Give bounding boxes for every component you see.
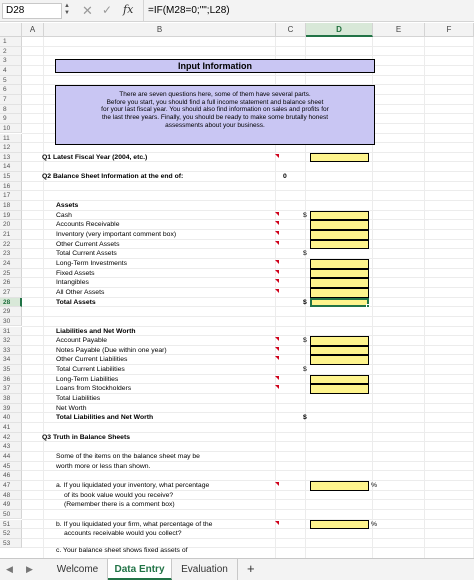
comment-indicator-icon[interactable] — [275, 289, 279, 293]
line-item-label: Total Liabilities — [56, 395, 101, 403]
column-header-b[interactable]: B — [44, 23, 276, 37]
prev-sheet-icon[interactable]: ◀ — [6, 564, 13, 574]
line-item-label: Total Current Liabilities — [56, 366, 125, 374]
column-header-c[interactable]: C — [276, 23, 306, 37]
q2-year-value: 0 — [283, 173, 287, 181]
sheet-tab-bar — [0, 558, 474, 580]
liability-input[interactable] — [310, 384, 369, 394]
section-heading: Assets — [56, 202, 79, 210]
row-header[interactable]: 11 — [0, 134, 22, 144]
row-header[interactable]: 53 — [0, 539, 22, 549]
fill-handle[interactable] — [366, 304, 370, 308]
intro-line: for your last fiscal year. You should also find information on sales and profits for — [101, 106, 329, 114]
row-header[interactable]: 15 — [0, 172, 22, 182]
line-item-label: Fixed Assets — [56, 269, 95, 277]
line-item-label: Total Current Assets — [56, 250, 117, 258]
intro-line: the last three years. Finally, you should be ready to make some brutally honest — [101, 114, 329, 122]
next-sheet-icon[interactable]: ▶ — [26, 564, 33, 574]
percent-symbol: % — [371, 481, 378, 489]
question-text: of its book value would you receive? — [64, 491, 174, 499]
comment-indicator-icon[interactable] — [275, 347, 279, 351]
row-header[interactable]: 32 — [0, 336, 22, 346]
tab-evaluation[interactable]: Evaluation — [172, 559, 238, 580]
row-header[interactable]: 4 — [0, 66, 22, 76]
check-icon[interactable]: ✓ — [102, 3, 113, 17]
row-header[interactable]: 10 — [0, 124, 22, 134]
name-box[interactable]: D28 — [2, 3, 62, 19]
intro-line: Before you start, you should find a full income statement and balance sheet — [106, 98, 324, 106]
comment-indicator-icon[interactable] — [275, 221, 279, 225]
comment-indicator-icon[interactable] — [275, 241, 279, 245]
question-text: accounts receivable would you collect? — [64, 530, 182, 538]
row-header[interactable]: 51 — [0, 520, 22, 530]
asset-input[interactable] — [310, 288, 369, 298]
comment-indicator-icon[interactable] — [275, 154, 279, 158]
question-text: worth more or less than shown. — [56, 462, 151, 470]
row-header[interactable]: 43 — [0, 442, 22, 452]
column-gridline — [424, 37, 425, 558]
row-header[interactable]: 52 — [0, 529, 22, 539]
total-label: Total Liabilities and Net Worth — [56, 414, 154, 422]
row-header[interactable]: 9 — [0, 114, 22, 124]
row-header[interactable]: 46 — [0, 471, 22, 481]
intro-line: There are seven questions here, some of them have several parts. — [119, 91, 311, 98]
row-header[interactable]: 38 — [0, 394, 22, 404]
comment-indicator-icon[interactable] — [275, 521, 279, 525]
comment-indicator-icon[interactable] — [275, 279, 279, 283]
formula-bar — [0, 0, 474, 22]
row-header[interactable]: 37 — [0, 384, 22, 394]
line-item-label: Notes Payable (Due within one year) — [56, 346, 167, 354]
row-header[interactable]: 47 — [0, 481, 22, 491]
row-header[interactable]: 19 — [0, 211, 22, 221]
question-text: b. If you liquidated your firm, what percentage of the — [56, 520, 213, 528]
fiscal-year-input[interactable] — [310, 153, 369, 163]
question-label: Q2 Balance Sheet Information at the end of: — [42, 173, 184, 181]
column-gridline — [43, 37, 44, 558]
asset-input[interactable] — [310, 278, 369, 288]
name-box-dropdown-icon[interactable]: ▲ ▼ — [64, 3, 70, 16]
line-item-label: Accounts Receivable — [56, 221, 120, 229]
column-header-f[interactable]: F — [425, 23, 474, 37]
intro-line: assessments about your business. — [165, 121, 265, 129]
row-header[interactable]: 27 — [0, 288, 22, 298]
question-text: (Remember there is a comment box) — [64, 501, 175, 509]
total-label: Total Assets — [56, 298, 96, 306]
column-header-e[interactable]: E — [373, 23, 425, 37]
question-text: Some of the items on the balance sheet may be — [56, 452, 200, 460]
row-header[interactable]: 25 — [0, 269, 22, 279]
row-header[interactable]: 35 — [0, 365, 22, 375]
asset-input[interactable] — [310, 220, 369, 230]
asset-input[interactable] — [310, 230, 369, 240]
liability-input[interactable] — [310, 355, 369, 365]
row-header[interactable]: 23 — [0, 249, 22, 259]
row-header[interactable]: 48 — [0, 491, 22, 501]
row-header[interactable]: 30 — [0, 317, 22, 327]
row-header[interactable]: 6 — [0, 85, 22, 95]
row-gridline — [22, 200, 474, 201]
liability-input[interactable] — [310, 346, 369, 356]
asset-input[interactable] — [310, 269, 369, 279]
row-gridline — [22, 316, 474, 317]
row-gridline — [22, 75, 474, 76]
sheet-title: Input Information — [55, 59, 375, 73]
row-header[interactable]: 31 — [0, 327, 22, 337]
row-header[interactable]: 49 — [0, 500, 22, 510]
question-text: a. If you liquidated your inventory, what percentage — [56, 481, 210, 489]
formula-input[interactable]: =IF(M28=0;"";L28) — [143, 0, 473, 22]
row-header[interactable]: 24 — [0, 259, 22, 269]
row-header[interactable]: 39 — [0, 404, 22, 414]
currency-symbol: $ — [303, 298, 307, 306]
comment-indicator-icon[interactable] — [275, 260, 279, 264]
row-header[interactable]: 29 — [0, 307, 22, 317]
total-assets-cell[interactable] — [310, 298, 369, 308]
add-sheet-button[interactable]: + — [247, 561, 255, 576]
column-header-d[interactable]: D — [306, 23, 373, 37]
percent-symbol: % — [371, 520, 378, 528]
row-header[interactable]: 33 — [0, 346, 22, 356]
column-header-a[interactable]: A — [22, 23, 44, 37]
row-header[interactable]: 26 — [0, 278, 22, 288]
currency-symbol: $ — [303, 366, 307, 374]
row-header[interactable]: 44 — [0, 452, 22, 462]
line-item-label: Intangibles — [56, 279, 89, 287]
currency-symbol: $ — [303, 337, 307, 345]
worksheet-grid[interactable] — [0, 37, 474, 558]
comment-indicator-icon[interactable] — [275, 482, 279, 486]
select-all-corner[interactable] — [0, 23, 22, 37]
row-header[interactable]: 8 — [0, 105, 22, 115]
row-header[interactable]: 7 — [0, 95, 22, 105]
line-item-label: Other Current Assets — [56, 240, 120, 248]
row-header[interactable]: 17 — [0, 191, 22, 201]
cancel-icon[interactable]: ✕ — [82, 3, 93, 18]
comment-indicator-icon[interactable] — [275, 337, 279, 341]
row-header[interactable]: 22 — [0, 240, 22, 250]
row-header[interactable]: 50 — [0, 510, 22, 520]
line-item-label: Cash — [56, 211, 72, 219]
row-header[interactable]: 36 — [0, 375, 22, 385]
intro-box — [55, 85, 375, 145]
row-header[interactable]: 20 — [0, 220, 22, 230]
asset-input[interactable] — [310, 211, 369, 221]
receivables-percent-input[interactable] — [310, 520, 369, 530]
line-item-label: All Other Assets — [56, 288, 105, 296]
row-header[interactable]: 3 — [0, 56, 22, 66]
comment-indicator-icon[interactable] — [275, 231, 279, 235]
line-item-label: Inventory (very important comment box) — [56, 231, 177, 238]
comment-indicator-icon[interactable] — [275, 376, 279, 380]
row-header[interactable]: 14 — [0, 162, 22, 172]
currency-symbol: $ — [303, 250, 307, 258]
row-header[interactable]: 40 — [0, 413, 22, 423]
row-header[interactable]: 12 — [0, 143, 22, 153]
row-header[interactable]: 2 — [0, 47, 22, 57]
row-header[interactable]: 28 — [0, 298, 22, 308]
row-gridline — [22, 210, 474, 211]
line-item-label: Net Worth — [56, 404, 87, 412]
insert-function-button[interactable]: fx — [123, 3, 134, 16]
row-header[interactable]: 5 — [0, 76, 22, 86]
comment-indicator-icon[interactable] — [275, 385, 279, 389]
line-item-label: Long-Term Liabilities — [56, 375, 119, 383]
row-gridline — [22, 55, 474, 56]
row-header[interactable]: 16 — [0, 182, 22, 192]
section-heading: Liabilities and Net Worth — [56, 327, 136, 335]
row-gridline — [22, 46, 474, 47]
comment-indicator-icon[interactable] — [275, 270, 279, 274]
row-header[interactable]: 18 — [0, 201, 22, 211]
question-label: Q3 Truth in Balance Sheets — [42, 433, 131, 441]
question-text: c. Your balance sheet shows fixed assets of — [56, 546, 188, 554]
line-item-label: Account Payable — [56, 337, 108, 345]
row-header[interactable]: 42 — [0, 433, 22, 443]
row-gridline — [22, 190, 474, 191]
row-header[interactable]: 41 — [0, 423, 22, 433]
inventory-percent-input[interactable] — [310, 481, 369, 491]
row-header[interactable]: 21 — [0, 230, 22, 240]
row-header[interactable]: 13 — [0, 153, 22, 163]
asset-input[interactable] — [310, 259, 369, 269]
tab-welcome[interactable]: Welcome — [48, 559, 108, 580]
comment-indicator-icon[interactable] — [275, 356, 279, 360]
row-header[interactable]: 45 — [0, 462, 22, 472]
line-item-label: Other Current Liabilities — [56, 356, 128, 364]
row-header[interactable]: 1 — [0, 37, 22, 47]
currency-symbol: $ — [303, 211, 307, 219]
tab-data-entry[interactable]: Data Entry — [108, 559, 172, 580]
line-item-label: Loans from Stockholders — [56, 385, 132, 393]
currency-symbol: $ — [303, 414, 307, 422]
question-label: Q1 Latest Fiscal Year (2004, etc.) — [42, 153, 148, 161]
liability-input[interactable] — [310, 336, 369, 346]
liability-input[interactable] — [310, 375, 369, 385]
row-header[interactable]: 34 — [0, 355, 22, 365]
asset-input[interactable] — [310, 240, 369, 250]
comment-indicator-icon[interactable] — [275, 212, 279, 216]
line-item-label: Long-Term Investments — [56, 259, 128, 267]
